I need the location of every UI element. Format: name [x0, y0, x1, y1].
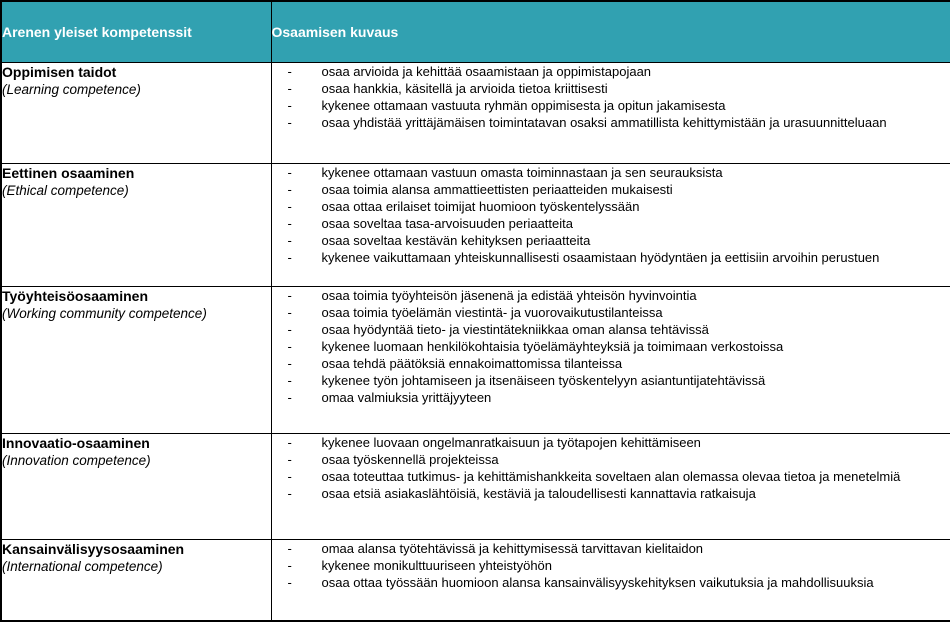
bullet-dash: -	[288, 304, 322, 321]
competence-subtitle: (Innovation competence)	[2, 452, 271, 470]
bullet-item	[288, 232, 945, 249]
competence-subtitle: (Ethical competence)	[2, 182, 271, 200]
bullet-item	[288, 557, 945, 574]
bullet-item	[288, 372, 945, 389]
competence-title: Työyhteisöosaaminen	[2, 287, 271, 305]
bullet-item	[288, 304, 945, 321]
bullet-item	[288, 63, 945, 80]
bullet-dash: -	[288, 232, 322, 249]
bullet-list	[272, 63, 950, 131]
bullet-dash: -	[288, 540, 322, 557]
bullet-text: osaa arvioida ja kehittää osaamistaan ja oppimistapojaan	[322, 63, 945, 80]
bullet-dash: -	[288, 164, 322, 181]
bullet-text: kykenee ottamaan vastuun omasta toiminnastaan ja sen seurauksista	[322, 164, 945, 181]
table-header-row	[1, 1, 950, 62]
bullet-dash: -	[288, 574, 322, 591]
competence-title: Innovaatio-osaaminen	[2, 434, 271, 452]
bullet-text: osaa ottaa työssään huomioon alansa kansainvälisyyskehityksen vaikutuksia ja mahdollisuuksia	[322, 574, 945, 591]
bullet-text: osaa työskennellä projekteissa	[322, 451, 945, 468]
bullet-dash: -	[288, 80, 322, 97]
bullet-text: osaa toimia työyhteisön jäsenenä ja edistää yhteisön hyvinvointia	[322, 287, 945, 304]
competence-name-cell	[1, 163, 271, 286]
header-description-column: Osaamisen kuvaus	[271, 1, 950, 62]
competence-description-cell	[271, 163, 950, 286]
bullet-dash: -	[288, 338, 322, 355]
bullet-dash: -	[288, 372, 322, 389]
bullet-item	[288, 468, 945, 485]
bullet-list	[272, 540, 950, 591]
table-row	[1, 539, 950, 621]
competence-name-cell	[1, 286, 271, 433]
bullet-dash: -	[288, 249, 322, 266]
bullet-dash: -	[288, 321, 322, 338]
bullet-dash: -	[288, 389, 322, 406]
table-body	[1, 62, 950, 621]
bullet-item	[288, 80, 945, 97]
bullet-text: osaa toimia työelämän viestintä- ja vuorovaikutustilanteissa	[322, 304, 945, 321]
bullet-item	[288, 181, 945, 198]
bullet-item	[288, 97, 945, 114]
header-competences-column: Arenen yleiset kompetenssit	[1, 1, 271, 62]
competence-description-cell	[271, 539, 950, 621]
bullet-text: kykenee vaikuttamaan yhteiskunnallisesti osaamistaan hyödyntäen ja eettisiin arvoihin perustuen	[322, 249, 945, 266]
bullet-dash: -	[288, 63, 322, 80]
competence-description-cell	[271, 62, 950, 163]
bullet-text: kykenee monikulttuuriseen yhteistyöhön	[322, 557, 945, 574]
competence-subtitle: (Learning competence)	[2, 81, 271, 99]
bullet-text: osaa hankkia, käsitellä ja arvioida tietoa kriittisesti	[322, 80, 945, 97]
bullet-dash: -	[288, 114, 322, 131]
competence-title: Kansainvälisyysosaaminen	[2, 540, 271, 558]
bullet-item	[288, 114, 945, 131]
bullet-item	[288, 198, 945, 215]
table-row	[1, 286, 950, 433]
bullet-dash: -	[288, 198, 322, 215]
bullet-item	[288, 287, 945, 304]
bullet-item	[288, 249, 945, 266]
bullet-dash: -	[288, 215, 322, 232]
competence-title: Eettinen osaaminen	[2, 164, 271, 182]
bullet-item	[288, 164, 945, 181]
bullet-item	[288, 434, 945, 451]
bullet-item	[288, 574, 945, 591]
bullet-text: kykenee työn johtamiseen ja itsenäiseen työskentelyyn asiantuntijatehtävissä	[322, 372, 945, 389]
table-row	[1, 433, 950, 539]
bullet-item	[288, 215, 945, 232]
bullet-dash: -	[288, 355, 322, 372]
bullet-dash: -	[288, 451, 322, 468]
bullet-list	[272, 164, 950, 266]
bullet-dash: -	[288, 434, 322, 451]
bullet-item	[288, 540, 945, 557]
bullet-dash: -	[288, 97, 322, 114]
bullet-text: osaa soveltaa tasa-arvoisuuden periaatteita	[322, 215, 945, 232]
competence-name-cell	[1, 62, 271, 163]
bullet-text: osaa toteuttaa tutkimus- ja kehittämishankkeita soveltaen alan olemassa olevaa tietoa ja menetelmiä	[322, 468, 945, 485]
bullet-dash: -	[288, 181, 322, 198]
bullet-dash: -	[288, 557, 322, 574]
bullet-list	[272, 287, 950, 406]
bullet-text: kykenee luovaan ongelmanratkaisuun ja työtapojen kehittämiseen	[322, 434, 945, 451]
bullet-text: osaa soveltaa kestävän kehityksen periaatteita	[322, 232, 945, 249]
bullet-text: osaa hyödyntää tieto- ja viestintätekniikkaa oman alansa tehtävissä	[322, 321, 945, 338]
bullet-text: osaa etsiä asiakaslähtöisiä, kestäviä ja taloudellisesti kannattavia ratkaisuja	[322, 485, 945, 502]
bullet-dash: -	[288, 287, 322, 304]
table-row	[1, 163, 950, 286]
bullet-item	[288, 321, 945, 338]
bullet-dash: -	[288, 468, 322, 485]
competence-subtitle: (International competence)	[2, 558, 271, 576]
bullet-text: kykenee luomaan henkilökohtaisia työelämäyhteyksiä ja toimimaan verkostoissa	[322, 338, 945, 355]
competence-name-cell	[1, 539, 271, 621]
competence-description-cell	[271, 286, 950, 433]
competence-title: Oppimisen taidot	[2, 63, 271, 81]
bullet-item	[288, 389, 945, 406]
competence-subtitle: (Working community competence)	[2, 305, 271, 323]
bullet-text: osaa toimia alansa ammattieettisten periaatteiden mukaisesti	[322, 181, 945, 198]
bullet-text: osaa yhdistää yrittäjämäisen toimintatavan osaksi ammatillista kehittymistään ja urasuunnitteluaan	[322, 114, 945, 131]
bullet-item	[288, 338, 945, 355]
bullet-item	[288, 451, 945, 468]
bullet-dash: -	[288, 485, 322, 502]
bullet-item	[288, 485, 945, 502]
competence-description-cell	[271, 433, 950, 539]
bullet-text: osaa tehdä päätöksiä ennakoimattomissa tilanteissa	[322, 355, 945, 372]
bullet-text: osaa ottaa erilaiset toimijat huomioon työskentelyssään	[322, 198, 945, 215]
bullet-list	[272, 434, 950, 502]
bullet-text: kykenee ottamaan vastuuta ryhmän oppimisesta ja opitun jakamisesta	[322, 97, 945, 114]
table-row	[1, 62, 950, 163]
bullet-text: omaa valmiuksia yrittäjyyteen	[322, 389, 945, 406]
bullet-item	[288, 355, 945, 372]
competence-name-cell	[1, 433, 271, 539]
bullet-text: omaa alansa työtehtävissä ja kehittymisessä tarvittavan kielitaidon	[322, 540, 945, 557]
